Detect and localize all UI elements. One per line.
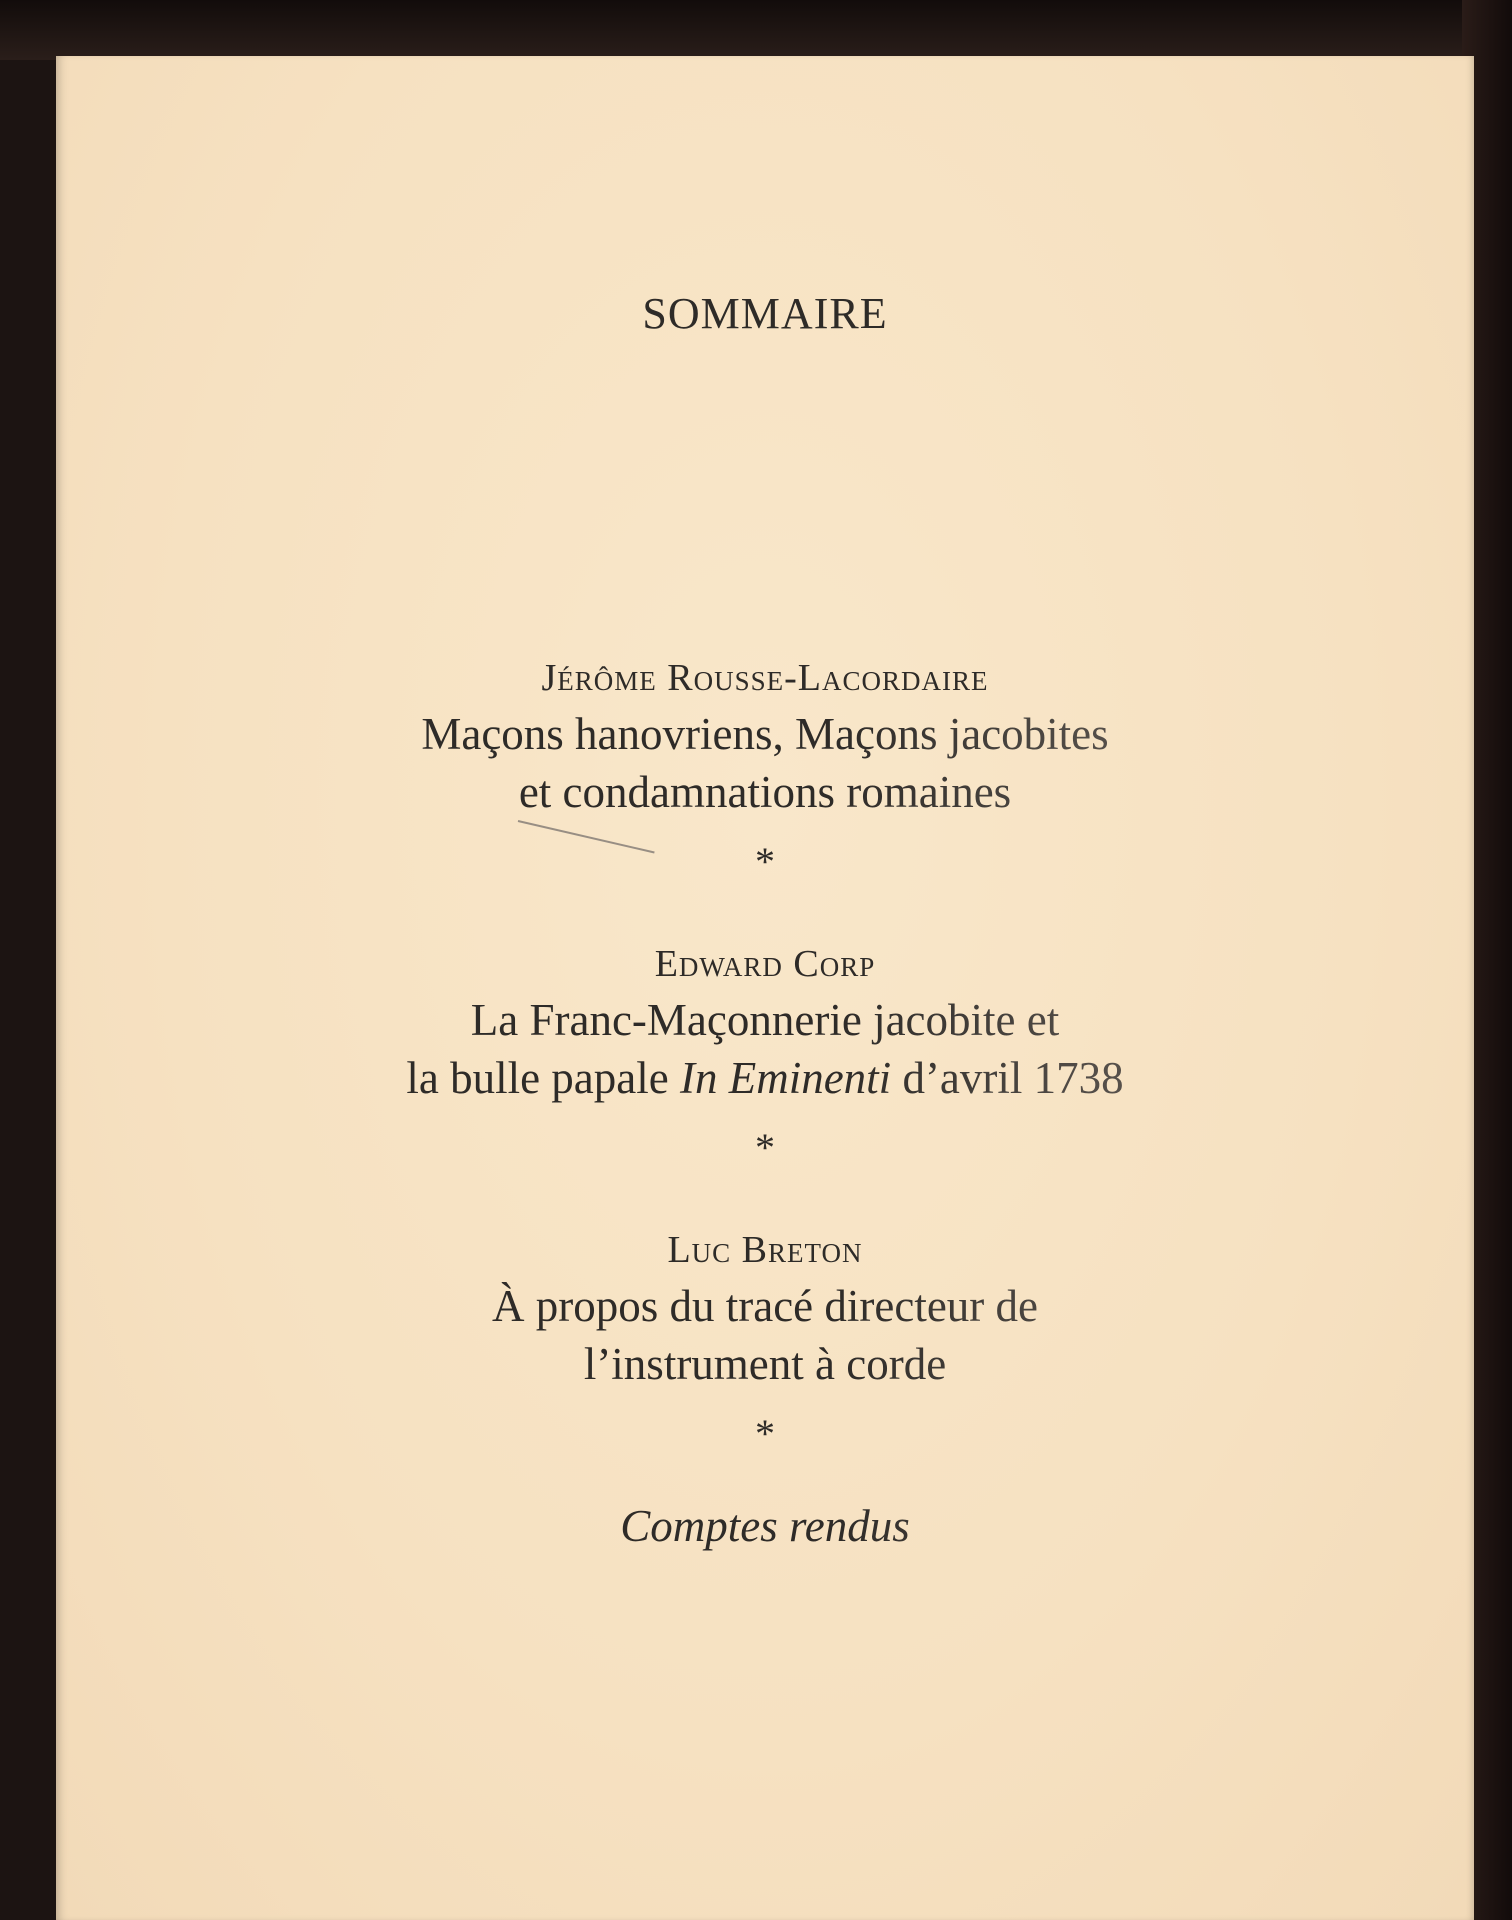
separator-3: *	[755, 1411, 775, 1456]
article-author-2: Edward Corp	[654, 943, 876, 985]
article-title-3-line-2: l’instrument à corde	[56, 1338, 1474, 1390]
article-title-1-line-1: Maçons hanovriens, Maçons jacobites	[56, 708, 1474, 760]
reviews-section: Comptes rendus	[56, 1500, 1474, 1552]
article-title-2-line-2-suffix: d’avril 1738	[891, 1053, 1124, 1103]
book-page	[56, 56, 1474, 1920]
separator-1: *	[755, 839, 775, 884]
background-top	[0, 0, 1512, 60]
article-title-2-line-2-italic: In Eminenti	[679, 1053, 892, 1103]
article-title-1-line-2: et condamnations romaines	[56, 766, 1474, 818]
article-author-3: Luc Breton	[667, 1229, 863, 1271]
article-title-2-line-1: La Franc-Maçonnerie jacobite et	[56, 994, 1474, 1046]
article-title-2-line-2	[56, 1052, 1474, 1104]
article-title-2-line-2-prefix: la bulle papale	[406, 1053, 680, 1103]
separator-2: *	[755, 1125, 775, 1170]
article-author-1: Jérôme Rousse-Lacordaire	[541, 657, 989, 699]
page-title: SOMMAIRE	[642, 289, 888, 338]
table-of-contents	[56, 56, 1474, 1920]
article-title-3-line-1: À propos du tracé directeur de	[56, 1280, 1474, 1332]
